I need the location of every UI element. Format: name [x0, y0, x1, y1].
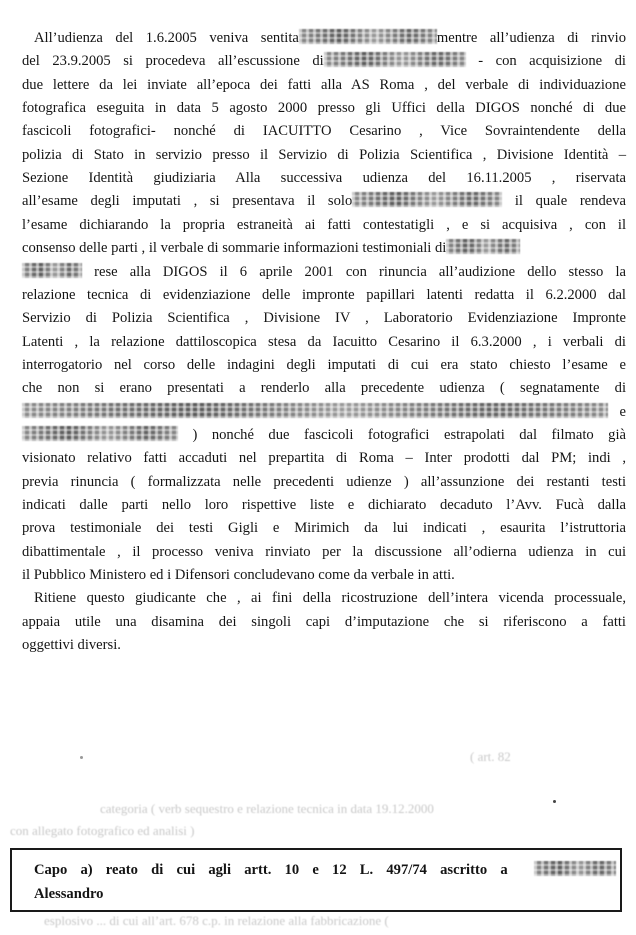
defendant-first-name: Alessandro	[34, 886, 104, 902]
text-line	[22, 238, 626, 258]
line-text: all’esame degli imputati , si presentava il solo	[22, 193, 353, 210]
redacted-name	[446, 239, 520, 254]
speck-mark	[553, 800, 556, 803]
redacted-name	[22, 426, 178, 441]
line-text: mentre all’udienza di rinvio	[436, 30, 626, 46]
text-line	[22, 215, 626, 235]
redacted-name	[299, 29, 437, 44]
text-line	[22, 145, 626, 165]
line-text: - con acquisizione di	[465, 53, 626, 70]
line-text: Sezione Identità giudiziaria Alla successiva udienza del 16.11.2005 , riservata	[22, 170, 626, 187]
text-line	[22, 565, 626, 585]
text-line	[22, 75, 626, 95]
line-text: interrogatorio nel corso delle indagini degli imputati di cui era stato chiesto l’esame e	[22, 356, 626, 373]
redacted-name	[22, 263, 82, 278]
line-text: del 23.9.2005 si procedeva all’escussione di	[22, 53, 324, 70]
line-text: Latenti , la relazione dattiloscopica stesa da Iacuitto Cesarino il 6.3.2000 , i verbali di	[22, 333, 626, 350]
text-line	[22, 402, 626, 422]
redacted-name	[324, 52, 466, 67]
text-line	[22, 191, 626, 211]
text-line	[22, 518, 626, 538]
text-line	[22, 378, 626, 398]
text-line	[22, 332, 626, 352]
text-line	[34, 588, 626, 608]
text-line	[22, 495, 626, 515]
bleed-through-text: categoria ( verb sequestro e relazione tecnica in data 19.12.2000	[100, 801, 434, 816]
capo-line-2	[34, 884, 616, 904]
line-text: previa rinuncia ( formalizzata nelle precedenti udienze ) all’assunzione dei restanti testi	[22, 473, 626, 490]
text-line	[22, 51, 626, 71]
line-text: prova testimoniale dei testi Gigli e Mirimich da lui indicati , esaurita l’istruttoria	[22, 520, 626, 537]
line-text: due lettere da lei inviate all’epoca dei fatti alla AS Roma , del verbale di individuazione	[22, 76, 626, 93]
line-text: appaia utile una disamina dei singoli capi d’imputazione che si riferiscono a fatti	[22, 613, 626, 630]
line-text: che non si erano presentati a renderlo alla precedente udienza ( segnatamente di	[22, 380, 626, 397]
bleed-through-text: esplosivo ... di cui all’art. 678 c.p. in relazione alla fabbricazione (	[44, 913, 389, 928]
text-line	[22, 542, 626, 562]
line-text: il quale rendeva	[502, 193, 627, 210]
text-line	[22, 472, 626, 492]
line-text: dibattimentale , il processo veniva rinviato per la discussione all’odierna udienza in cui	[22, 543, 626, 560]
text-line	[22, 262, 626, 282]
line-text: All’udienza del 1.6.2005 veniva sentita	[34, 30, 299, 46]
capo-line-1	[34, 860, 616, 880]
text-line	[34, 28, 626, 48]
text-line	[22, 98, 626, 118]
bleed-through-text: ( art. 82	[470, 749, 511, 764]
line-text: visionato relativo fatti accaduti nel prepartita di Roma – Inter prodotti dal PM; indi ,	[22, 450, 626, 467]
line-text: l’esame dichiarando la propria estraneità ai fatti contestatigli , e si acquisiva , con il	[22, 216, 626, 233]
speck-mark	[80, 756, 83, 759]
line-text: il Pubblico Ministero ed i Difensori concludevano come da verbale in atti.	[22, 567, 455, 584]
text-line	[22, 355, 626, 375]
bleed-through-text: con allegato fotografico ed analisi )	[10, 823, 195, 838]
line-text: oggettivi diversi.	[22, 637, 121, 654]
line-text: rese alla DIGOS il 6 aprile 2001 con rinuncia all’audizione dello stesso la	[82, 263, 626, 280]
text-line	[22, 285, 626, 305]
redacted-name	[352, 192, 502, 207]
line-text: polizia di Stato in servizio presso il Servizio di Polizia Scientifica , Divisione Identità –	[22, 146, 626, 163]
capo-box	[10, 848, 622, 912]
capo-heading: Capo a) reato di cui agli artt. 10 e 12 L. 497/74 ascritto a	[34, 862, 508, 878]
line-text: consenso delle parti , il verbale di sommarie informazioni testimoniali di	[22, 240, 447, 257]
redacted-name	[22, 403, 608, 418]
text-line	[22, 425, 626, 445]
line-text: relazione tecnica di evidenziazione delle impronte papillari latenti redatta il 6.2.2000 dal	[22, 286, 626, 303]
text-line	[22, 448, 626, 468]
text-line	[22, 121, 626, 141]
line-text: e	[608, 403, 626, 420]
line-text: fascicoli fotografici- nonché di IACUITTO Cesarino , Vice Sovraintendente della	[22, 123, 626, 140]
line-text: Servizio di Polizia Scientifica , Divisione IV , Laboratorio Evidenziazione Impronte	[22, 310, 626, 327]
text-line	[22, 612, 626, 632]
text-line	[22, 168, 626, 188]
text-line	[22, 308, 626, 328]
text-line	[22, 635, 626, 655]
line-text: indicati dalle parti nello loro rispettive liste e dichiarato decaduto l’Avv. Fucà dalla	[22, 497, 626, 513]
line-text: Ritiene questo giudicante che , ai fini della ricostruzione dell’intera vicenda processuale,	[34, 590, 626, 607]
line-text: fotografica eseguita in data 5 agosto 2000 presso gli Uffici della DIGOS nonché di due	[22, 100, 626, 117]
line-text: ) nonché due fascicoli fotografici estrapolati dal filmato già	[178, 426, 626, 443]
redacted-name	[534, 861, 616, 876]
